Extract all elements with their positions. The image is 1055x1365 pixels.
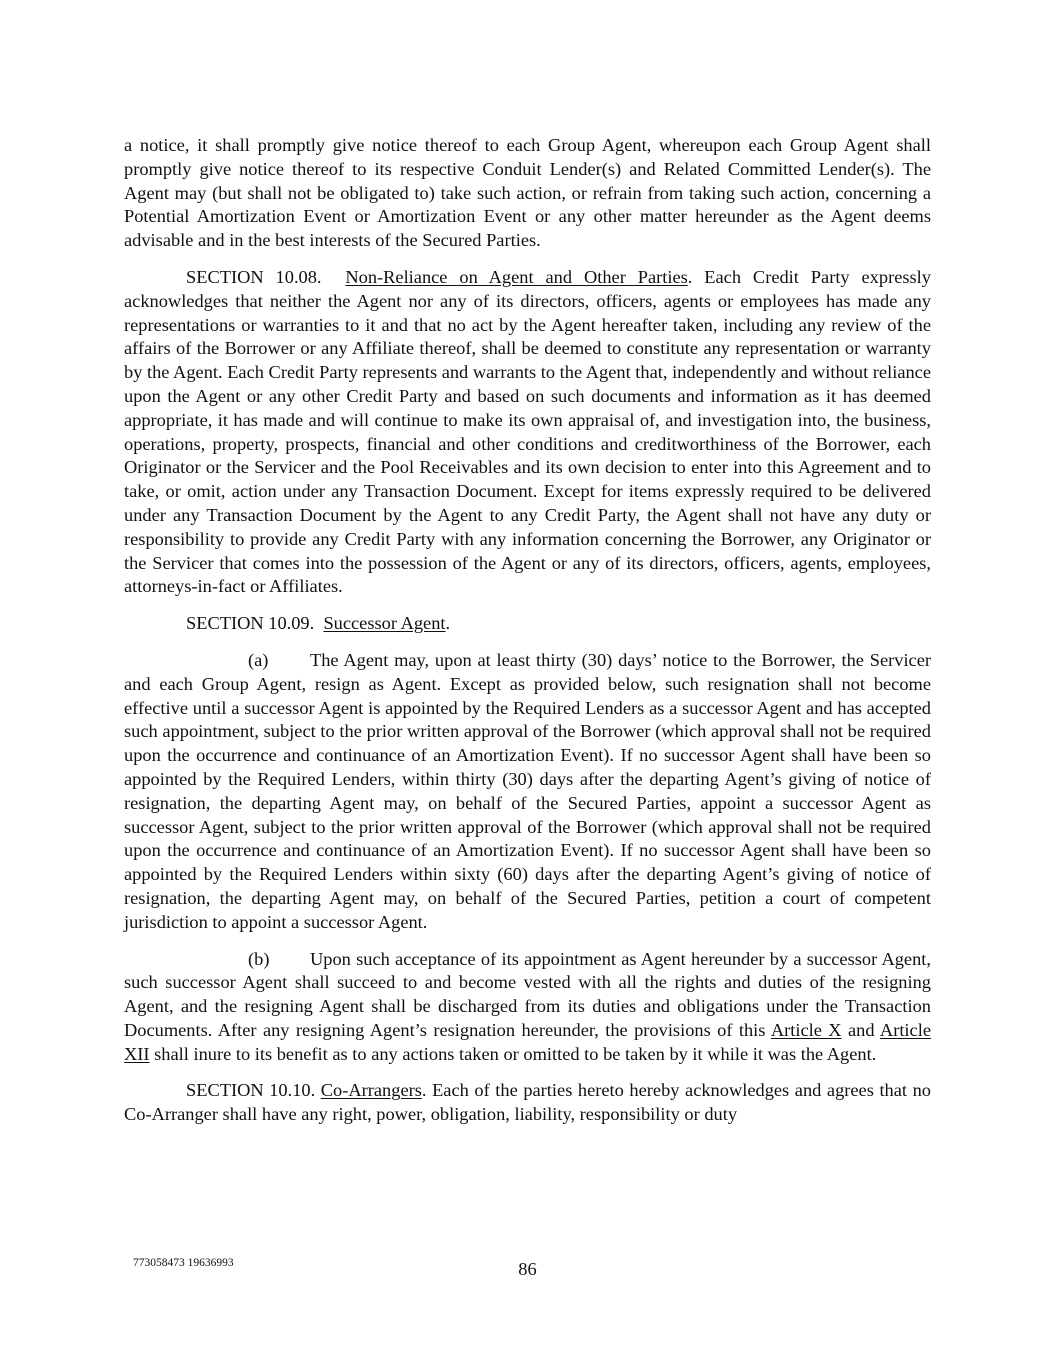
section-10-08	[124, 266, 931, 599]
section-10-09	[124, 612, 931, 636]
document-page	[124, 134, 931, 1140]
document-id: 773058473 19636993	[133, 1257, 234, 1269]
section-body: . Each Credit Party expressly acknowledges that neither the Agent nor any of its directors, officers, agents or employees has made any representations or warranties to it and that no act by the Agent hereafter taken, including any review of the affairs of the Borrower or any Affiliate thereof, shall be deemed to constitute any representation or warranty by the Agent. Each Credit Party represents and warrants to the Agent that, independently and without reliance upon the Agent or any other Credit Party and based on such documents and information as it has deemed appropriate, it has made and will continue to make its own appraisal of, and investigation into, the business, operations, property, prospects, financial and other conditions and creditworthiness of the Borrower, each Originator or the Servicer and the Pool Receivables and its own decision to enter into this Agreement and to take, or omit, action under any Transaction Document. Except for items expressly required to be delivered under any Transaction Document by the Agent to any Credit Party, the Agent shall not have any duty or responsibility to provide any Credit Party with any information concerning the Borrower, any Originator or the Servicer that comes into the possession of the Agent or any of its directors, officers, agents, employees, attorneys-in-fact or Affiliates.	[124, 266, 931, 597]
article-x-reference: Article X	[770, 1019, 842, 1040]
section-number: SECTION 10.09.	[186, 613, 315, 634]
section-heading: Non-Reliance on Agent and Other Parties	[345, 266, 688, 287]
section-heading: Co-Arrangers	[320, 1080, 422, 1101]
subsection-b	[124, 948, 931, 1067]
subsection-body: and	[841, 1019, 880, 1040]
subsection-a	[124, 649, 931, 935]
paragraph-continuation	[124, 134, 931, 253]
section-10-10	[124, 1079, 931, 1127]
subsection-body: Upon such acceptance of its appointment as Agent hereunder by a successor Agent, such successor Agent shall succeed to and become vested with all the rights and duties of the resigning Agent, and the resigning Agent shall be discharged from its duties and obligations under the Transaction Documents. After any resigning Agent’s resignation hereunder, the provisions of this	[124, 948, 931, 1040]
section-number: SECTION 10.10.	[186, 1080, 316, 1101]
section-heading-period: .	[445, 613, 451, 634]
subsection-label: (a)	[248, 649, 269, 670]
paragraph-text: a notice, it shall promptly give notice thereof to each Group Agent, whereupon each Group Agent shall promptly give notice thereof to its respective Conduit Lender(s) and Related Committed Lender(s). The Agent may (but shall not be obligated to) take such action, or refrain from taking such action, concerning a Potential Amortization Event or Amortization Event or any other matter hereunder as the Agent deems advisable and in the best interests of the Secured Parties.	[124, 135, 931, 251]
article-xii-reference: Article XII	[124, 1019, 931, 1064]
section-number: SECTION 10.08.	[186, 266, 322, 287]
section-heading: Successor Agent	[323, 613, 446, 634]
subsection-label: (b)	[248, 948, 270, 969]
subsection-body: shall inure to its benefit as to any actions taken or omitted to be taken by it while it was the Agent.	[149, 1043, 877, 1064]
section-body: . Each of the parties hereto hereby acknowledges and agrees that no Co-Arranger shall have any right, power, obligation, liability, responsibility or duty	[124, 1080, 931, 1125]
page-number: 86	[518, 1259, 537, 1279]
subsection-body: The Agent may, upon at least thirty (30) days’ notice to the Borrower, the Servicer and each Group Agent, resign as Agent. Except as provided below, such resignation shall not become effective until a successor Agent is appointed by the Required Lenders as a successor Agent and has accepted such appointment, subject to the prior written approval of the Borrower (which approval shall not be required upon the occurrence and continuance of an Amortization Event). If no successor Agent shall have been so appointed by the Required Lenders, within thirty (30) days after the departing Agent’s giving of notice of resignation, the departing Agent may, on behalf of the Secured Parties, appoint a successor Agent as successor Agent, subject to the prior written approval of the Borrower (which approval shall not be required upon the occurrence and continuance of an Amortization Event). If no successor Agent shall have been so appointed by the Required Lenders within sixty (60) days after the departing Agent’s giving of notice of resignation, the departing Agent may, on behalf of the Secured Parties, petition a court of competent jurisdiction to appoint a successor Agent.	[124, 649, 931, 932]
